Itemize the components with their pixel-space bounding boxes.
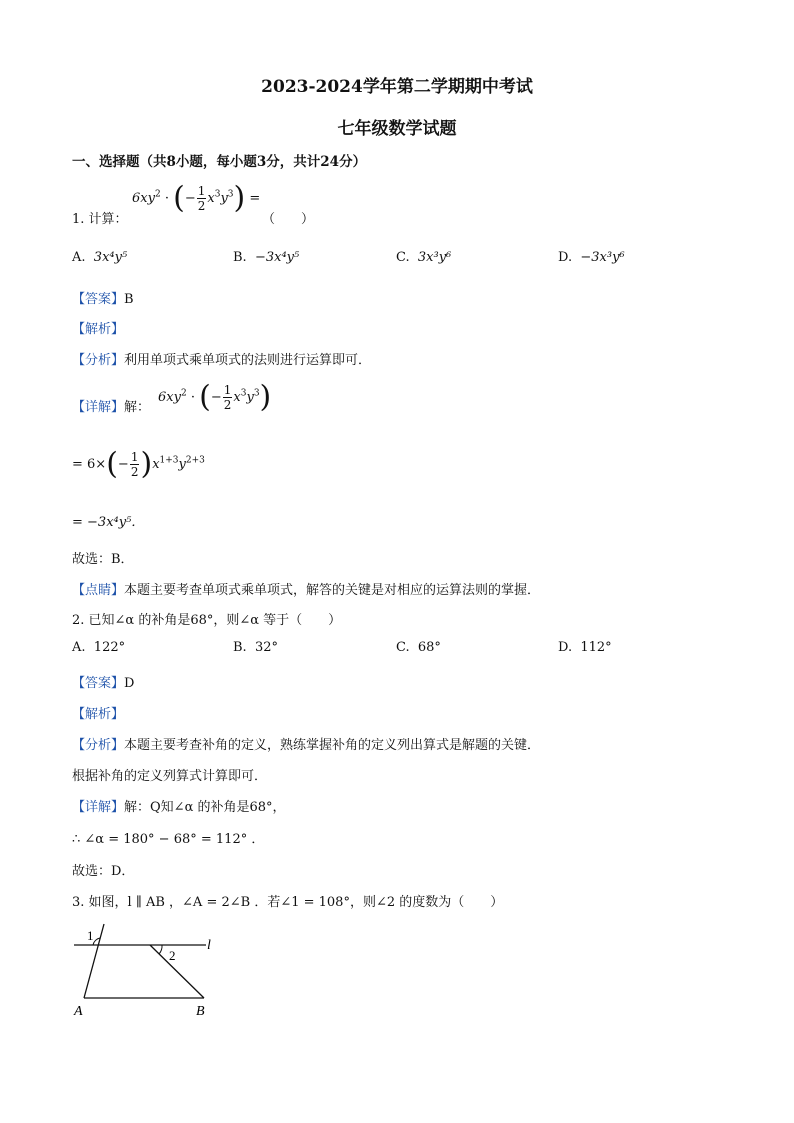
- q2-option-c: C. 68°: [396, 640, 441, 655]
- q1-step2: = 6×(− $\frac{1}{2}$ )$x^{1+3}y^{2+3}$: [72, 446, 205, 482]
- q2-answer: 【答案】D: [72, 676, 135, 691]
- q2-fenxi2: 根据补角的定义列算式计算即可．: [72, 769, 268, 784]
- angle-2-arc: [159, 945, 162, 954]
- segment-b-side: [150, 945, 204, 998]
- q1-detail: 【详解】解：: [72, 400, 151, 415]
- q1-step3: = −3x⁴y⁵．: [72, 515, 145, 530]
- q2-fenxi: 【分析】本题主要考查补角的定义，熟练掌握补角的定义列出算式是解题的关键．: [72, 738, 541, 753]
- q1-choose: 故选：B．: [72, 552, 134, 567]
- page-subtitle: 七年级数学试题: [337, 119, 457, 139]
- q2-detail: 【详解】解：Q知∠α 的补角是68°，: [72, 800, 286, 815]
- q1-expression: $6xy^2$ · (− $\frac{1}{2}$ $x^3y^3$) =: [132, 180, 261, 216]
- q2-analysis-tag: 【解析】: [72, 707, 125, 722]
- q1-analysis-tag: 【解析】: [72, 322, 125, 337]
- label-2: 2: [169, 948, 176, 963]
- q1-option-d: D. −3x³y⁶: [558, 250, 625, 265]
- label-a: A: [74, 1004, 83, 1019]
- q3-stem: 3. 如图，l ∥ AB ，∠A = 2∠B ．若∠1 = 108°，则∠2 的度数为（ ）: [72, 895, 504, 910]
- q2-step: ∴ ∠α = 180° − 68° = 112° ．: [72, 832, 265, 847]
- q2-option-d: D. 112°: [558, 640, 612, 655]
- q1-comment: 【点睛】本题主要考查单项式乘单项式，解答的关键是对相应的运算法则的掌握．: [72, 583, 541, 598]
- label-l: l: [207, 938, 211, 953]
- page-title: 2023-2024学年第二学期期中考试: [261, 77, 533, 97]
- q2-stem: 2. 已知∠α 的补角是68°，则∠α 等于（ ）: [72, 613, 342, 628]
- q1-label: 1. 计算：: [72, 212, 128, 227]
- q1-blank: （ ）: [262, 212, 315, 227]
- q2-option-b: B. 32°: [233, 640, 278, 655]
- q1-answer: 【答案】B: [72, 292, 134, 307]
- q1-option-c: C. 3x³y⁶: [396, 250, 452, 265]
- q1-option-a: A. 3x⁴y⁵: [72, 250, 128, 265]
- label-b: B: [196, 1004, 205, 1019]
- q2-choose: 故选：D．: [72, 864, 135, 879]
- q1-detail-expr: $6xy^2$ · (− $\frac{1}{2}$ $x^3y^3$): [158, 379, 272, 415]
- label-1: 1: [87, 928, 94, 943]
- q1-fenxi: 【分析】利用单项式乘单项式的法则进行运算即可．: [72, 353, 372, 368]
- q1-option-b: B. −3x⁴y⁵: [233, 250, 300, 265]
- q2-option-a: A. 122°: [72, 640, 126, 655]
- q3-figure: [66, 920, 226, 1020]
- section-heading: 一、选择题（共8小题，每小题3分，共计24分）: [72, 154, 367, 170]
